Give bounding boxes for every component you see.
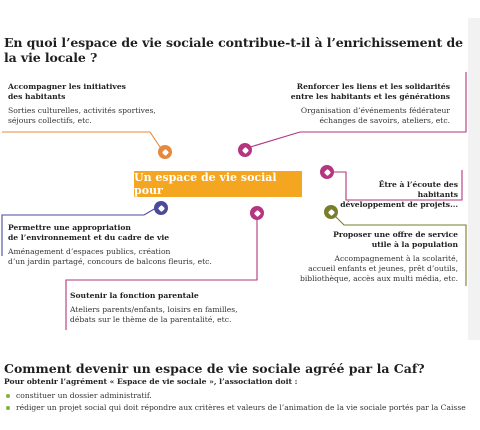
page-title: En quoi l’espace de vie sociale contribue-t-il à l’enrichissement de la vie locale ? xyxy=(4,35,463,65)
olive-node-icon xyxy=(324,205,338,219)
magenta-bottom-node-icon xyxy=(250,206,264,220)
mind-map xyxy=(0,60,480,340)
bullet-icon xyxy=(6,406,10,410)
branch-top-right: Renforcer les liens et les solidarités entre les habitants et les générations Organisation d’événements fédérateur échanges de savoirs, ateliers, etc. xyxy=(290,82,450,125)
connector-top-left xyxy=(2,132,162,150)
section-intro: Pour obtenir l’agrément « Espace de vie sociale », l’association doit : xyxy=(4,377,298,386)
pink-node-icon xyxy=(320,165,334,179)
purple-node-icon xyxy=(154,201,168,215)
requirements-list xyxy=(6,390,466,414)
branch-top-left: Accompagner les initiatives des habitants Sorties culturelles, activités sportives, séjours collectifs, etc. xyxy=(8,82,156,125)
branch-left: Permettre une appropriation de l’environnement et du cadre de vie Aménagement d’espaces publics, création d’un jardin partagé, concours de balcons fleuris, etc. xyxy=(8,223,212,266)
bullet-icon xyxy=(6,394,10,398)
magenta-node-icon xyxy=(238,143,252,157)
list-item: constituer un dossier administratif. xyxy=(6,390,466,402)
branch-bottom-right: Proposer une offre de service utile à la population Accompagnement à la scolarité, accueil enfants et jeunes, prêt d’outils, bibliothèque, accès aux multi média, etc. xyxy=(299,230,458,283)
orange-node-icon xyxy=(158,145,172,159)
list-item: rédiger un projet social qui doit répondre aux critères et valeurs de l’animation de la vie sociale portés par la Caisse xyxy=(6,402,466,414)
section-title: Comment devenir un espace de vie sociale agréé par la Caf? xyxy=(4,361,425,376)
branch-bottom: Soutenir la fonction parentale Ateliers parents/enfants, loisirs en familles, débats sur le thème de la parentalité, etc. xyxy=(70,291,238,324)
center-label: Un espace de vie social pour xyxy=(134,171,302,197)
branch-mid-right: Être à l’écoute des habitants développement de projets... xyxy=(340,180,458,209)
